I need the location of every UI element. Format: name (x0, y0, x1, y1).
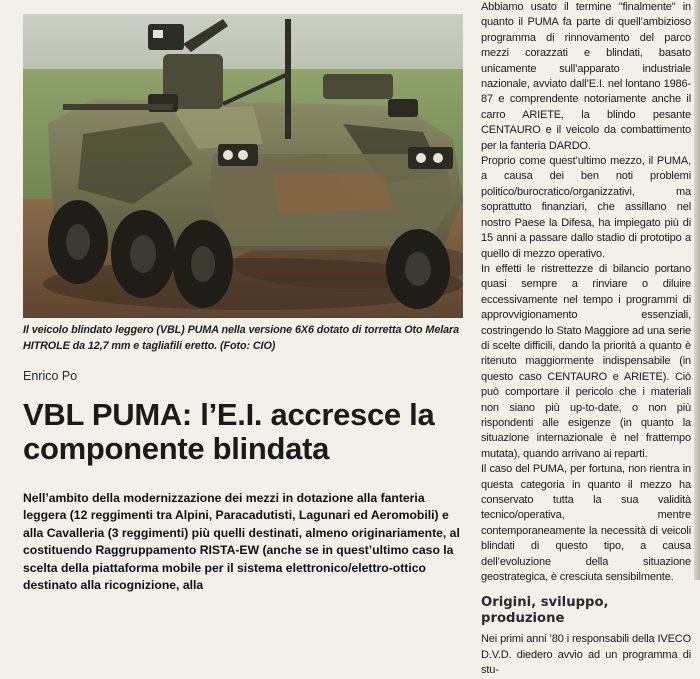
page-edge (694, 0, 700, 580)
photo-caption: Il veicolo blindato leggero (VBL) PUMA nella versione 6X6 dotato di torretta Oto Melara HITROLE da 12,7 mm e tagliafili eretto. (Foto: CIO) (23, 324, 460, 352)
paragraph: Abbiamo usato il termine "finalmente" in quanto il PUMA fa parte di quell’ambizioso programma di rinnovamento del parco mezzi corazzati e blindati, basato unicamente sull’apparato industriale nazionale, avviato dall’E.I. nel lontano 1986-87 e comprendente notoriamente anche il carro ARIETE, la blindo pesante CENTAURO e il veicolo da combattimento per la fanteria DARDO. (481, 1, 691, 152)
section-heading: Origini, sviluppo, produzione (481, 595, 609, 627)
paragraph: Nei primi anni ’80 i responsabili della IVECO D.V.D. diedero avvio ad un programma di stu- (481, 633, 691, 677)
article-lede: Nell’ambito della modernizzazione dei mezzi in dotazione alla fanteria leggera (12 reggimenti tra Alpini, Paracadutisti, Lagunari ed Aeromobili) e alla Cavalleria (3 reggimenti) più quelli destinati, almeno originariamente, al costituendo Raggruppamento RISTA-EW (anche se in quest’ultimo caso la scelta della piattaforma mobile per il sistema elettronico/elettro-ottico destinato alla ricognizione, alla (23, 491, 460, 593)
right-column (481, 0, 691, 679)
author-byline: Enrico Po (23, 369, 78, 383)
vehicle-photo (23, 14, 463, 318)
paragraph: Proprio come quest’ultimo mezzo, il PUMA, a causa dei ben noti problemi politico/burocratico/organizzativi, ma soprattutto finanziari, che assillano nel nostro Paese la Difesa, ha impiegato più di 15 anni a passare dallo stadio di prototipo a quello di mezzo operativo. (481, 155, 691, 260)
article-headline: VBL PUMA: l’E.I. accresce la componente blindata (23, 397, 435, 466)
paragraph: Il caso del PUMA, per fortuna, non rientra in questa categoria in quanto il mezzo ha conservato tutta la sua validità tecnico/operativa, mentre contemporaneamente la necessità di veicoli blindati di questo tipo, a causa dell’evoluzione della situazione geostrategica, è cresciuta sensibilmente. (481, 463, 691, 584)
paragraph: In effetti le ristrettezze di bilancio portano quasi sempre a rinviare o diluire eccessivamente nel tempo i programmi di approvvigionamento essenziali, costringendo lo Stato Maggiore ad una serie di scelte difficili, dando la priorità a quanto è ritenuto maggiormente indispensabile (in questo caso CENTAURO e ARIETE). Ciò può comportare il pericolo che i materiali non siano più up-to-date, o non più rispondenti alle esigenze (in quanto la situazione internazionale è nel frattempo mutata), quando arrivano ai reparti. (481, 262, 691, 460)
